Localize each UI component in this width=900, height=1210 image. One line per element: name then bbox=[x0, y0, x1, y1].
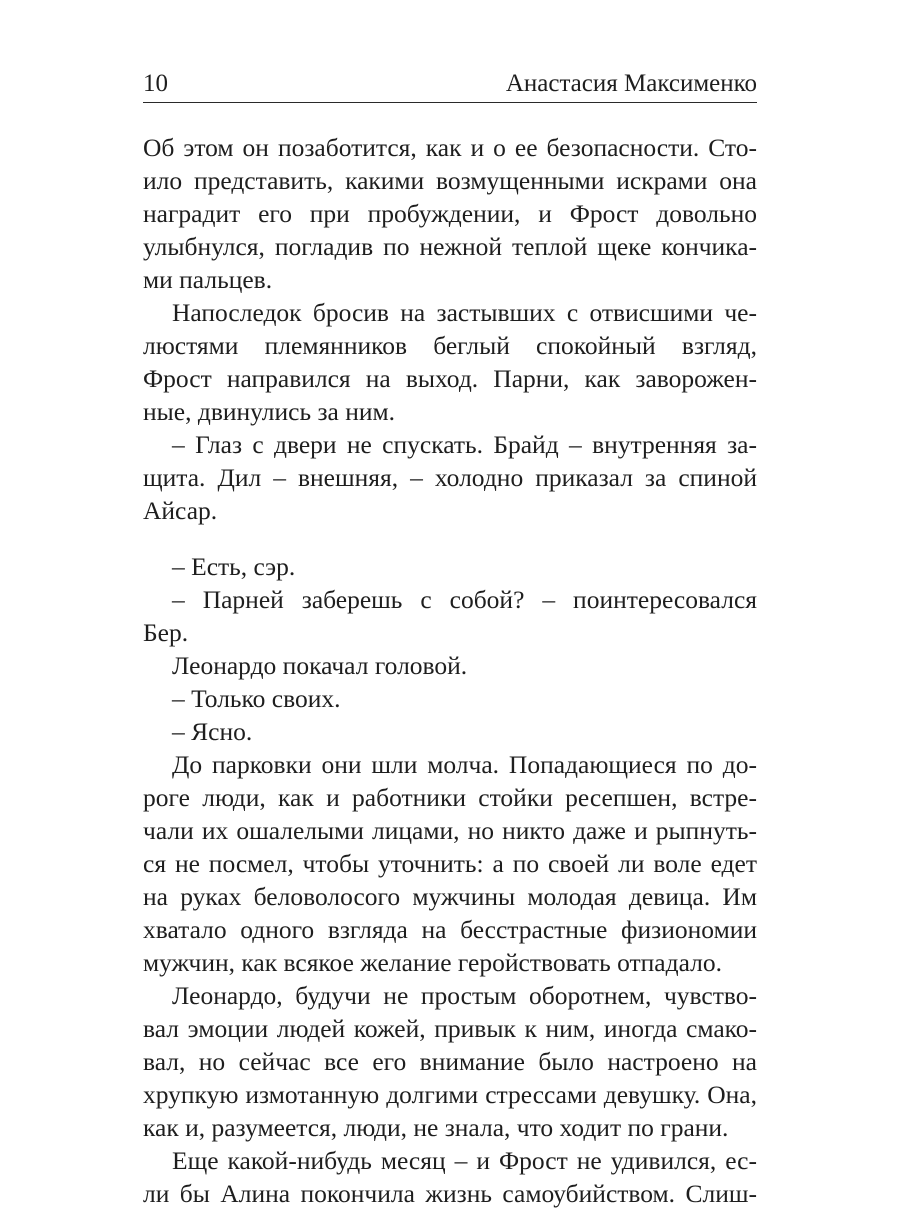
text-line: Фрост направился на выход. Парни, как заворожен- bbox=[143, 364, 757, 393]
page-header bbox=[143, 66, 757, 103]
text-line: – Глаз с двери не спускать. Брайд – внутренняя за- bbox=[172, 430, 757, 459]
text-line: люстями племянников беглый спокойный взгляд, bbox=[143, 331, 757, 360]
text-line: ся не посмел, чтобы уточнить: а по своей ли воле едет bbox=[143, 849, 757, 878]
running-head-author: Анастасия Максименко bbox=[505, 70, 757, 97]
text-line: – Ясно. bbox=[172, 717, 253, 746]
text-line: чали их ошалелыми лицами, но никто даже и рыпнуть- bbox=[143, 816, 757, 845]
text-line: на руках беловолосого мужчины молодая девица. Им bbox=[143, 882, 757, 911]
text-line: Напоследок бросив на застывших с отвисшими че- bbox=[172, 298, 757, 327]
text-line: наградит его при пробуждении, и Фрост довольно bbox=[143, 199, 757, 228]
text-line: хрупкую измотанную долгими стрессами девушку. Она, bbox=[143, 1080, 757, 1109]
page-number: 10 bbox=[143, 70, 168, 97]
text-line: Об этом он позаботится, как и о ее безопасности. Сто- bbox=[143, 133, 757, 162]
text-line: как и, разумеется, люди, не знала, что ходит по грани. bbox=[143, 1113, 729, 1142]
text-line: ные, двинулись за ним. bbox=[143, 397, 396, 426]
blank-line bbox=[143, 527, 757, 550]
body-text bbox=[143, 131, 757, 1210]
text-line: мужчин, как всякое желание геройствовать отпадало. bbox=[143, 948, 722, 977]
text-line: вал эмоции людей кожей, привык к ним, иногда смако- bbox=[143, 1014, 757, 1043]
text-line: – Только своих. bbox=[172, 684, 341, 713]
text-line: улыбнулся, погладив по нежной теплой щеке кончика- bbox=[143, 232, 757, 261]
text-line: – Парней заберешь с собой? – поинтересовался bbox=[172, 585, 757, 614]
text-line: щита. Дил – внешняя, – холодно приказал за спиной bbox=[143, 463, 757, 492]
text-line: До парковки они шли молча. Попадающиеся по до- bbox=[172, 750, 757, 779]
text-line: Леонардо покачал головой. bbox=[172, 651, 468, 680]
text-line: ли бы Алина покончила жизнь самоубийством. Слиш- bbox=[143, 1179, 757, 1208]
text-line: роге люди, как и работники стойки ресепшен, встре- bbox=[143, 783, 757, 812]
text-line: ило представить, какими возмущенными искрами она bbox=[143, 166, 757, 195]
text-line: вал, но сейчас все его внимание было настроено на bbox=[143, 1047, 757, 1076]
text-line: – Есть, сэр. bbox=[172, 552, 296, 581]
text-line: Бер. bbox=[143, 618, 189, 647]
text-line: ми пальцев. bbox=[143, 265, 273, 294]
text-line: Айсар. bbox=[143, 496, 218, 525]
text-line: Еще какой-нибудь месяц – и Фрост не удивился, ес- bbox=[172, 1146, 757, 1175]
text-line: Леонардо, будучи не простым оборотнем, чувство- bbox=[172, 981, 757, 1010]
text-line: хватало одного взгляда на бесстрастные физиономии bbox=[143, 915, 757, 944]
